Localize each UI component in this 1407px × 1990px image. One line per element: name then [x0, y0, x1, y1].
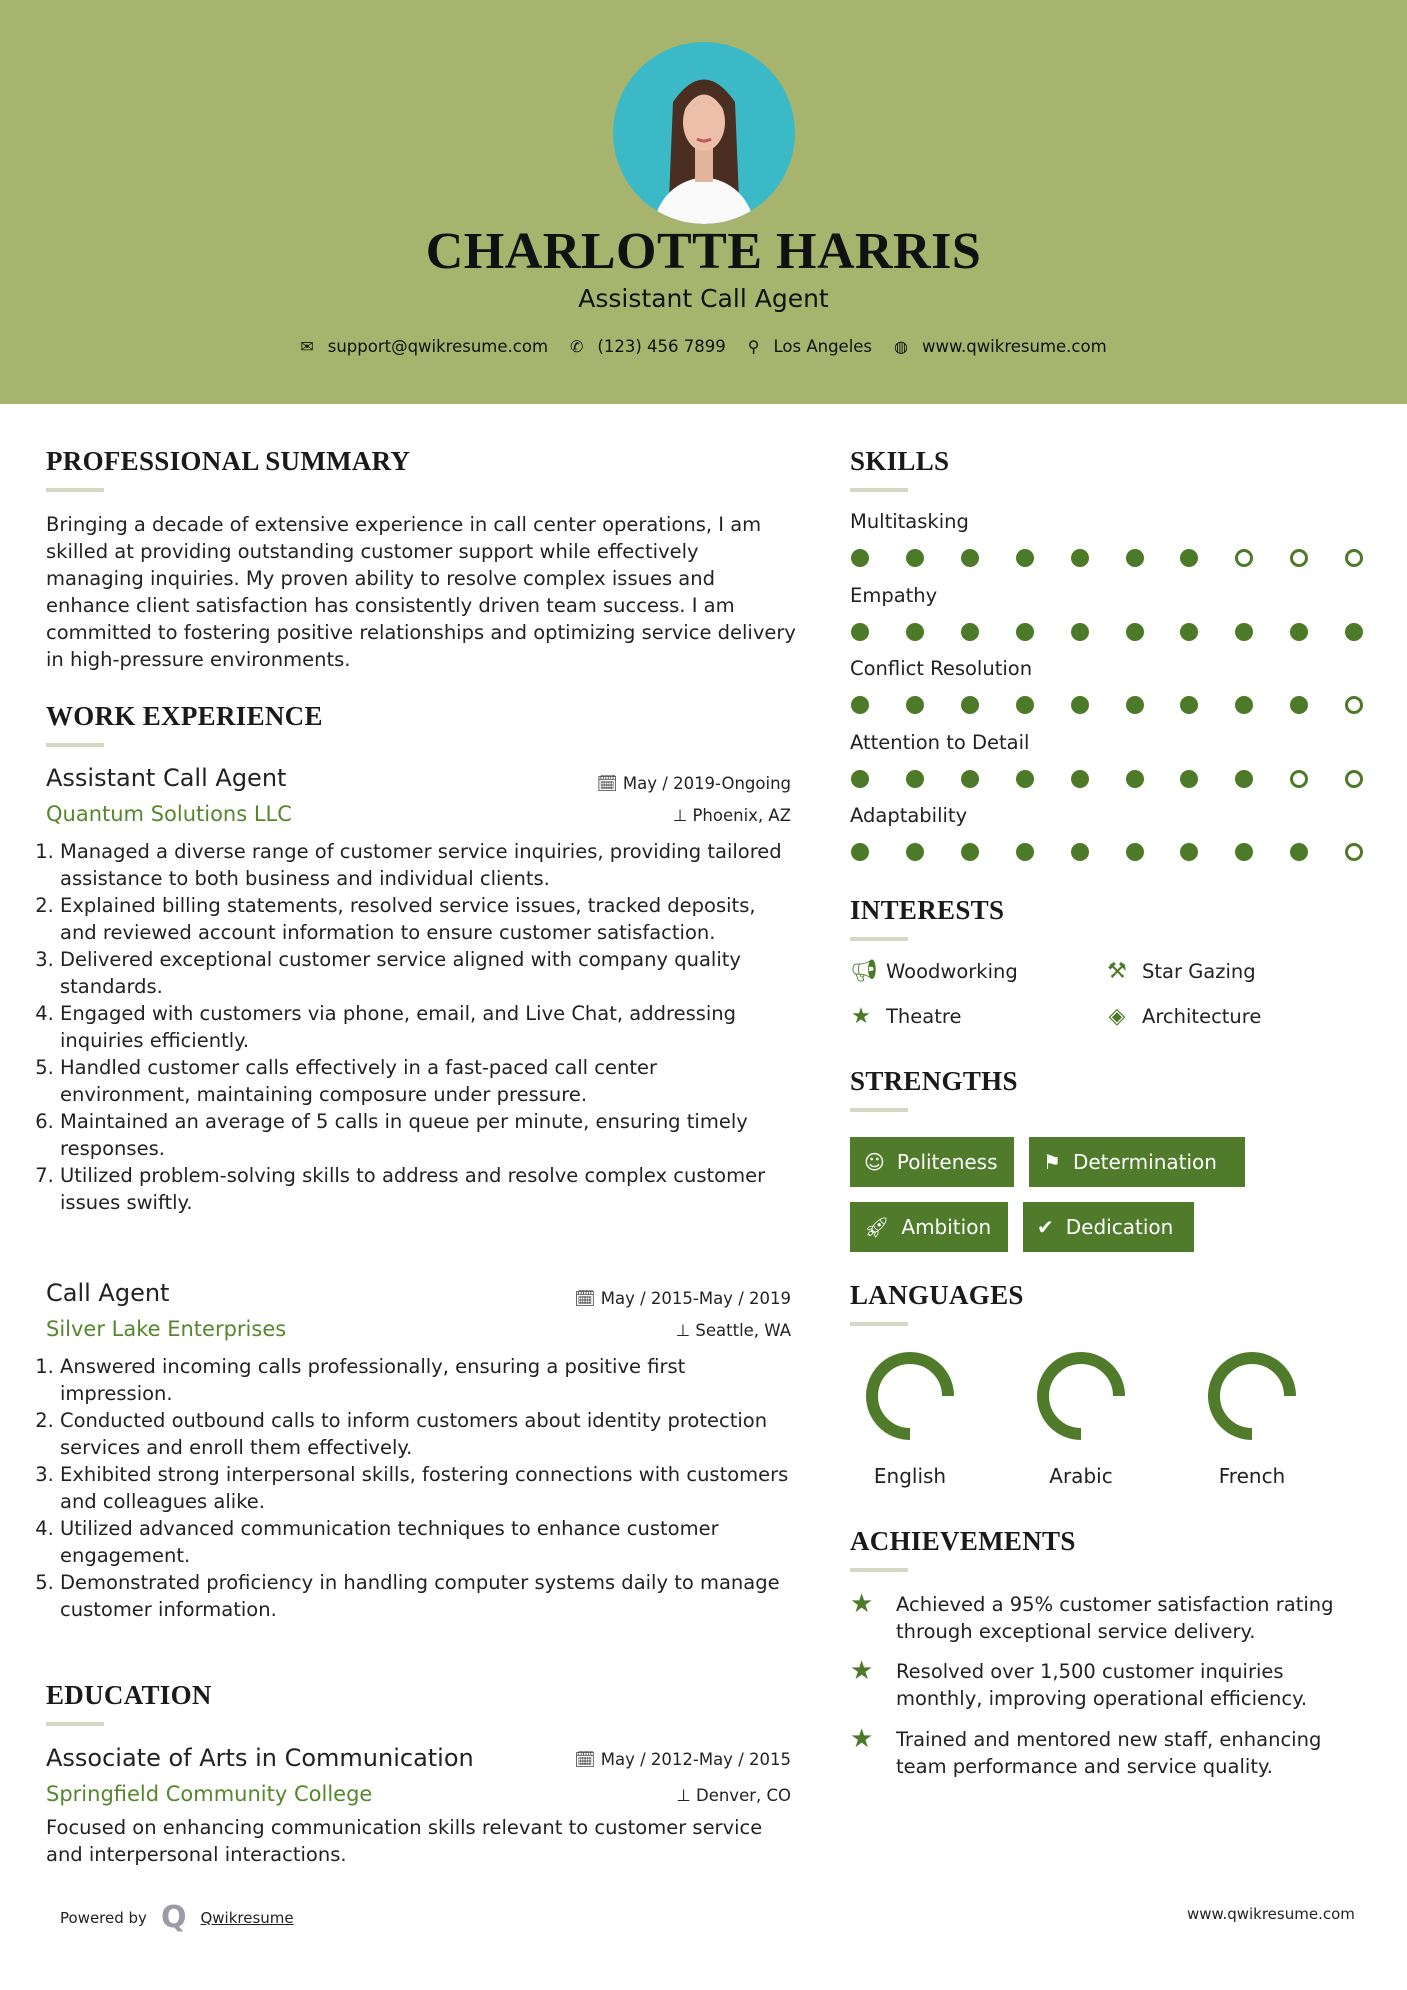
skill-dot-filled [961, 696, 979, 714]
skill-dot-filled [851, 623, 869, 641]
achievement-item [850, 1726, 1370, 1780]
job-title: Assistant Call Agent [46, 764, 287, 792]
duty-item: 6. Maintained an average of 5 calls in queue per minute, ensuring timely responses. [60, 1108, 791, 1162]
skill-dot-filled [961, 549, 979, 567]
skill-dot-filled [1016, 696, 1034, 714]
company-name: Silver Lake Enterprises [46, 1317, 287, 1341]
location-text: Phoenix, AZ [692, 806, 791, 825]
phone-icon: ✆ [570, 337, 584, 356]
skill-dot-filled [1290, 843, 1308, 861]
dates-text: May / 2012-May / 2015 [600, 1750, 791, 1769]
job-entry [46, 764, 791, 1216]
interest-label: Star Gazing [1142, 960, 1256, 983]
skill-dot-filled [1126, 623, 1144, 641]
interest-item [1106, 1004, 1261, 1029]
education-dates [575, 1750, 791, 1770]
skill-dot-filled [906, 549, 924, 567]
contact-website[interactable]: www.qwikresume.com [922, 337, 1107, 356]
skill-dot-filled [1126, 770, 1144, 788]
profile-photo [613, 42, 795, 224]
smile-icon: ☺ [864, 1150, 885, 1174]
shooting-star-icon: ★ [850, 1589, 874, 1619]
star-icon: ★ [851, 1004, 871, 1029]
skill-dot-filled [851, 843, 869, 861]
skill-dot-filled [906, 770, 924, 788]
heading-underline [850, 1108, 908, 1112]
candidate-title: Assistant Call Agent [578, 284, 829, 313]
job-title: Call Agent [46, 1279, 170, 1307]
education-description: Focused on enhancing communication skills relevant to customer service and interpersonal interactions. [46, 1816, 763, 1866]
skill-dot-filled [1126, 696, 1144, 714]
flag-icon: ⚑ [1043, 1150, 1061, 1174]
strength-label: Determination [1072, 1150, 1217, 1174]
strength-label: Politeness [896, 1150, 998, 1174]
job-location [673, 806, 791, 825]
language-rings [850, 1340, 1370, 1455]
calendar-icon: 🗓 [596, 774, 623, 793]
heading-underline [850, 937, 908, 941]
calendar-icon: 🗓 [574, 1289, 601, 1308]
duty-item: 4. Engaged with customers via phone, email, and Live Chat, addressing inquiries efficiently. [60, 1000, 791, 1054]
duty-item: 2. Explained billing statements, resolved service issues, tracked deposits, and reviewed account information to ensure customer satisfaction. [60, 892, 791, 946]
skill-dot-filled [906, 623, 924, 641]
skill-dot-empty [1235, 549, 1253, 567]
footer-website[interactable]: www.qwikresume.com [1187, 1905, 1355, 1923]
job-duties [42, 838, 791, 1216]
skill-dot-filled [851, 770, 869, 788]
job-dates [597, 774, 791, 794]
pin-icon: ⊥ [676, 1786, 696, 1805]
achievement-text: Achieved a 95% customer satisfaction rating through exceptional service delivery. [896, 1593, 1334, 1643]
map-marker-icon: ⚲ [747, 337, 760, 356]
skill-dot-empty [1345, 770, 1363, 788]
skill-dot-filled [1071, 843, 1089, 861]
skill-dot-filled [1016, 549, 1034, 567]
contact-phone: (123) 456 7899 [597, 337, 726, 356]
interests-heading: INTERESTS [850, 895, 1005, 925]
achievement-item [850, 1658, 1370, 1712]
skill-dot-filled [1180, 623, 1198, 641]
dates-text: May / 2019-Ongoing [622, 774, 791, 793]
powered-by-label: Powered by [60, 1908, 147, 1927]
language-proficiency-ring [1043, 1358, 1119, 1434]
experience-heading: WORK EXPERIENCE [46, 701, 323, 731]
heading-underline [850, 1322, 908, 1326]
skill-dot-empty [1290, 549, 1308, 567]
achievements-heading: ACHIEVEMENTS [850, 1526, 1076, 1556]
language-label: French [1218, 1464, 1286, 1488]
skill-dot-filled [961, 623, 979, 641]
skill-dot-filled [1235, 770, 1253, 788]
duty-item: 3. Delivered exceptional customer service aligned with company quality standards. [60, 946, 791, 1000]
skill-dot-filled [1180, 696, 1198, 714]
skill-dot-filled [1071, 696, 1089, 714]
company-name: Quantum Solutions LLC [46, 802, 292, 826]
interest-label: Woodworking [886, 960, 1018, 983]
megaphone-icon: 📢︎ [850, 959, 878, 984]
strength-badge [1029, 1137, 1245, 1187]
skill-dot-filled [961, 770, 979, 788]
interest-item [850, 1004, 961, 1029]
strength-label: Ambition [901, 1215, 992, 1239]
heading-underline [46, 1722, 104, 1726]
pin-icon: ⊥ [675, 1321, 696, 1340]
skill-dot-empty [1345, 843, 1363, 861]
location-text: Denver, CO [695, 1786, 791, 1805]
language-label: Arabic [1049, 1464, 1113, 1488]
shooting-star-icon: ★ [850, 1724, 874, 1754]
location-text: Seattle, WA [695, 1321, 791, 1340]
skill-dot-filled [1126, 549, 1144, 567]
skill-dot-filled [1180, 770, 1198, 788]
duty-item: 1. Managed a diverse range of customer service inquiries, providing tailored assistance to both business and individual clients. [60, 838, 791, 892]
skill-dot-filled [1345, 623, 1363, 641]
skill-dot-filled [1180, 843, 1198, 861]
contact-location: Los Angeles [773, 337, 873, 356]
skill-dot-filled [851, 549, 869, 567]
skills-list [850, 510, 1370, 890]
brand-link[interactable]: Qwikresume [200, 1908, 294, 1927]
achievement-text: Trained and mentored new staff, enhancing team performance and service quality. [896, 1728, 1322, 1778]
heading-underline [46, 488, 104, 492]
duty-item: 7. Utilized problem-solving skills to address and resolve complex customer issues swiftly. [60, 1162, 791, 1216]
strengths-heading: STRENGTHS [850, 1066, 1018, 1096]
languages-heading: LANGUAGES [850, 1280, 1024, 1310]
skill-dot-filled [1071, 549, 1089, 567]
gavel-icon: ⚒ [1107, 959, 1127, 984]
heading-underline [46, 743, 104, 747]
skill-dot-empty [1345, 549, 1363, 567]
skill-dot-filled [906, 696, 924, 714]
qwikresume-logo-icon: Q [160, 1900, 187, 1935]
skill-dot-empty [1345, 696, 1363, 714]
job-location [676, 1321, 791, 1340]
contact-bar [0, 337, 1407, 356]
achievement-text: Resolved over 1,500 customer inquiries monthly, improving operational efficiency. [896, 1660, 1308, 1710]
skill-dot-filled [1235, 843, 1253, 861]
skill-dot-filled [1180, 549, 1198, 567]
degree: Associate of Arts in Communication [46, 1744, 474, 1772]
strength-badge [850, 1137, 1014, 1187]
strength-badge [1023, 1202, 1194, 1252]
interest-label: Theatre [886, 1005, 962, 1028]
skill-dot-empty [1290, 770, 1308, 788]
school-name: Springfield Community College [46, 1782, 373, 1806]
education-heading: EDUCATION [46, 1680, 212, 1710]
skill-dot-filled [1016, 623, 1034, 641]
skill-label: Attention to Detail [850, 730, 1030, 754]
education-entry [46, 1744, 791, 1868]
skill-dot-filled [1235, 623, 1253, 641]
skills-heading: SKILLS [850, 446, 950, 476]
language-proficiency-ring [1214, 1358, 1290, 1434]
education-location [676, 1786, 791, 1805]
duty-item: 5. Handled customer calls effectively in a fast-paced call center environment, maintaining composure under pressure. [60, 1054, 791, 1108]
ticket-icon: ◈ [1108, 1004, 1126, 1029]
skill-dot-filled [906, 843, 924, 861]
shooting-star-icon: ★ [850, 1656, 874, 1686]
skill-label: Adaptability [850, 804, 968, 828]
language-label: English [873, 1464, 947, 1488]
skill-dot-filled [1235, 696, 1253, 714]
skill-dot-filled [1126, 843, 1144, 861]
skill-label: Conflict Resolution [850, 657, 1033, 681]
skill-dot-filled [1071, 770, 1089, 788]
envelope-icon: ✉ [300, 337, 314, 356]
skill-dot-filled [1071, 623, 1089, 641]
skill-dot-filled [961, 843, 979, 861]
check-circle-icon: ✔ [1037, 1215, 1054, 1239]
skill-label: Multitasking [850, 510, 969, 533]
job-duties [42, 1353, 791, 1623]
heading-underline [850, 1568, 908, 1572]
strength-badge [850, 1202, 1008, 1252]
skill-dot-filled [851, 696, 869, 714]
interest-label: Architecture [1142, 1005, 1262, 1028]
candidate-name: CHARLOTTE HARRIS [425, 223, 982, 280]
skill-dot-filled [1290, 696, 1308, 714]
strength-label: Dedication [1065, 1215, 1174, 1239]
summary-text: Bringing a decade of extensive experience in call center operations, I am skilled at providing outstanding customer support while effectively managing inquiries. My proven ability to resolve complex issues and enhance client satisfaction has consistently driven team success. I am committed to fostering positive relationships and optimizing service delivery in high-pressure environments. [46, 513, 796, 671]
calendar-icon: 🗓 [574, 1750, 601, 1769]
achievement-item [850, 1591, 1370, 1645]
interest-item [850, 959, 1018, 984]
contact-email[interactable]: support@qwikresume.com [327, 337, 549, 356]
summary-heading: PROFESSIONAL SUMMARY [46, 446, 411, 476]
heading-underline [850, 488, 908, 492]
skill-dot-filled [1016, 770, 1034, 788]
powered-by [60, 1900, 294, 1935]
duty-item: 5. Demonstrated proficiency in handling computer systems daily to manage customer information. [60, 1569, 791, 1623]
language-proficiency-ring [872, 1358, 948, 1434]
duty-item: 1. Answered incoming calls professionally, ensuring a positive first impression. [60, 1353, 791, 1407]
skill-label: Empathy [850, 583, 938, 607]
skill-dot-filled [1290, 623, 1308, 641]
interest-item [1106, 959, 1256, 984]
job-entry [46, 1279, 791, 1623]
globe-icon: ◍ [894, 337, 908, 356]
skill-dot-filled [1016, 843, 1034, 861]
rocket-icon: 🚀︎ [864, 1215, 890, 1239]
duty-item: 3. Exhibited strong interpersonal skills, fostering connections with customers and colleagues alike. [60, 1461, 791, 1515]
job-dates [575, 1289, 791, 1309]
pin-icon: ⊥ [672, 806, 693, 825]
dates-text: May / 2015-May / 2019 [600, 1289, 791, 1308]
duty-item: 2. Conducted outbound calls to inform customers about identity protection services and enroll them effectively. [60, 1407, 791, 1461]
duty-item: 4. Utilized advanced communication techniques to enhance customer engagement. [60, 1515, 791, 1569]
